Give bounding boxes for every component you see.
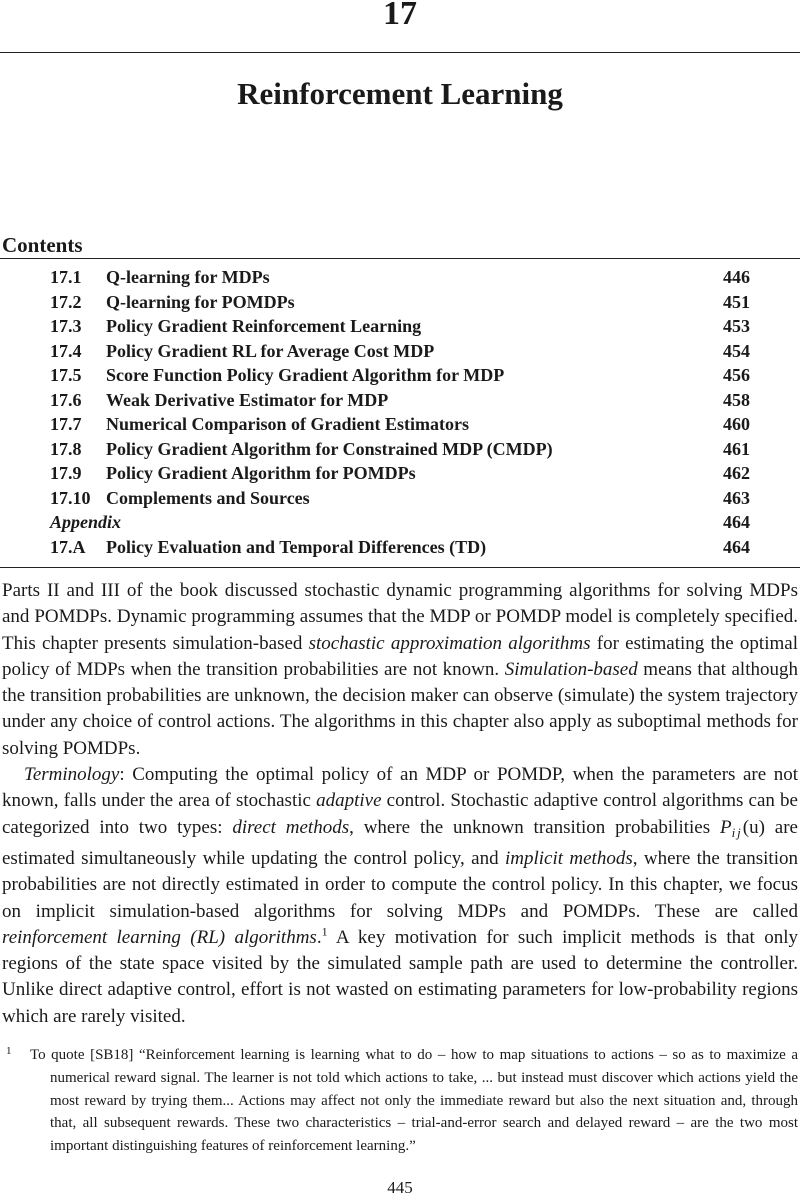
- toc-entry[interactable]: [0, 363, 800, 388]
- table-of-contents: [0, 265, 800, 559]
- footnote-mark: 1: [6, 1045, 12, 1057]
- toc-number: 17.4: [50, 340, 82, 361]
- contents-bottom-rule: [0, 567, 800, 568]
- text-run: , where the unknown transition probabilities: [349, 816, 720, 838]
- toc-number: 17.10: [50, 487, 91, 508]
- footnote: [2, 1044, 798, 1158]
- toc-title: Complements and Sources: [106, 487, 310, 508]
- contents-top-rule: [0, 258, 800, 259]
- toc-title: Policy Evaluation and Temporal Differences (TD): [106, 536, 487, 557]
- toc-entry[interactable]: [0, 535, 800, 560]
- text-run: , where the transition probabilities are not directly estimated in order to compute the control policy. In this chapter, we focus on implicit simulation-based algorithms for solving MDPs and POMDPs. These are called: [2, 847, 798, 922]
- toc-page: 453: [723, 316, 750, 336]
- toc-number: 17.9: [50, 463, 82, 483]
- toc-number: 17.7: [50, 414, 82, 434]
- toc-entry[interactable]: [0, 339, 800, 364]
- math-symbol: P: [719, 816, 732, 838]
- toc-number: 17.5: [50, 365, 82, 385]
- toc-title: Numerical Comparison of Gradient Estimators: [106, 414, 469, 434]
- emphasis: stochastic approximation algorithms: [308, 632, 591, 654]
- toc-page: 464: [723, 512, 750, 532]
- text-run: A key motivation for such implicit methods is that only regions of the state space visited by the simulated sample path are used to determine the controller. Unlike direct adaptive control, effort is not wasted on estimating parameters for low-probability regions which are rarely visited.: [2, 926, 798, 1027]
- contents-heading: Contents: [2, 233, 83, 257]
- text-run: means that although the transition probabilities are unknown, the decision maker can observe (simulate) the system trajectory under any choice of control actions. The algorithms in this chapter also apply as suboptimal methods for solving POMDPs.: [2, 658, 798, 759]
- footnote-reference[interactable]: 1: [321, 924, 328, 939]
- toc-number: Appendix: [50, 512, 122, 532]
- toc-title: Policy Gradient Reinforcement Learning: [106, 316, 422, 336]
- emphasis: direct methods: [232, 816, 350, 838]
- text-run: Parts II and III of the book discussed stochastic dynamic programming algorithms for solving MDPs and POMDPs. Dynamic programming assumes that the MDP or POMDP model is completely specified. This chapter presents simulation-based: [2, 580, 798, 654]
- toc-title: Q-learning for MDPs: [106, 267, 270, 287]
- toc-title: Policy Gradient Algorithm for Constrained MDP (CMDP): [106, 438, 553, 459]
- emphasis: adaptive: [316, 790, 382, 812]
- toc-title: Weak Derivative Estimator for MDP: [106, 389, 389, 410]
- toc-entry[interactable]: [0, 265, 800, 290]
- math-subscript: ij: [731, 824, 743, 840]
- emphasis: implicit methods: [504, 847, 633, 869]
- chapter-title: Reinforcement Learning: [237, 76, 563, 111]
- toc-number: 17.6: [50, 389, 82, 410]
- text-run: are estimated simultaneously while updating the control policy, and: [2, 816, 798, 869]
- toc-title: Policy Gradient Algorithm for POMDPs: [106, 463, 416, 483]
- toc-entry[interactable]: [0, 290, 800, 315]
- toc-entry[interactable]: [0, 412, 800, 437]
- footnote-text: To quote [SB18] “Reinforcement learning is learning what to do – how to map situations to actions – so as to maximize a numerical reward signal. The learner is not told which actions to take, ... but instead must discover which actions yield the most reward by trying them... Actions may affect not only the immediate reward but also the next situation and, through that, all subsequent rewards. These two characteristics – trial-and-error search and delayed reward – are the two most important distinguishing features of reinforcement learning.”: [30, 1047, 798, 1155]
- toc-page: 462: [723, 463, 750, 483]
- toc-page: 446: [723, 267, 750, 287]
- toc-page: 458: [723, 389, 750, 410]
- body-text: [2, 578, 798, 1030]
- text-run: for estimating the optimal policy of MDPs when the transition probabilities are not known.: [2, 632, 798, 680]
- toc-page: 456: [723, 365, 750, 385]
- toc-entry[interactable]: [0, 461, 800, 486]
- text-run: control. Stochastic adaptive control algorithms can be categorized into two types:: [2, 790, 798, 838]
- toc-entry[interactable]: [0, 314, 800, 339]
- toc-page: 451: [723, 291, 750, 312]
- math-expression: [720, 817, 765, 838]
- toc-number: 17.3: [50, 316, 82, 336]
- toc-page: 464: [723, 536, 750, 557]
- chapter-number: 17: [383, 0, 417, 32]
- toc-number: 17.8: [50, 438, 82, 459]
- toc-entry[interactable]: [0, 437, 800, 462]
- emphasis: Simulation-based: [504, 658, 638, 680]
- toc-number: 17.2: [50, 291, 82, 312]
- toc-page: 454: [723, 340, 750, 361]
- toc-entry-appendix[interactable]: [0, 510, 800, 535]
- emphasis: Terminology: [24, 764, 120, 786]
- header-rule: [0, 52, 800, 53]
- toc-title: Q-learning for POMDPs: [106, 291, 295, 312]
- paragraph-1: [2, 578, 798, 762]
- toc-page: 460: [723, 414, 750, 434]
- text-run: .: [316, 926, 322, 948]
- math-argument: (u): [742, 816, 765, 838]
- text-run: : Computing the optimal policy of an MDP or POMDP, when the parameters are not known, falls under the area of stochastic: [2, 764, 798, 812]
- toc-entry[interactable]: [0, 486, 800, 511]
- toc-number: 17.1: [50, 267, 82, 287]
- paragraph-2: [2, 762, 798, 1030]
- toc-number: 17.A: [50, 536, 86, 557]
- toc-page: 463: [723, 487, 750, 508]
- toc-entry[interactable]: [0, 388, 800, 413]
- toc-title: Policy Gradient RL for Average Cost MDP: [106, 340, 435, 361]
- emphasis: reinforcement learning (RL) algorithms: [2, 926, 317, 948]
- toc-page: 461: [723, 438, 750, 459]
- toc-title: Score Function Policy Gradient Algorithm for MDP: [106, 365, 505, 385]
- page-number: 445: [387, 1178, 413, 1197]
